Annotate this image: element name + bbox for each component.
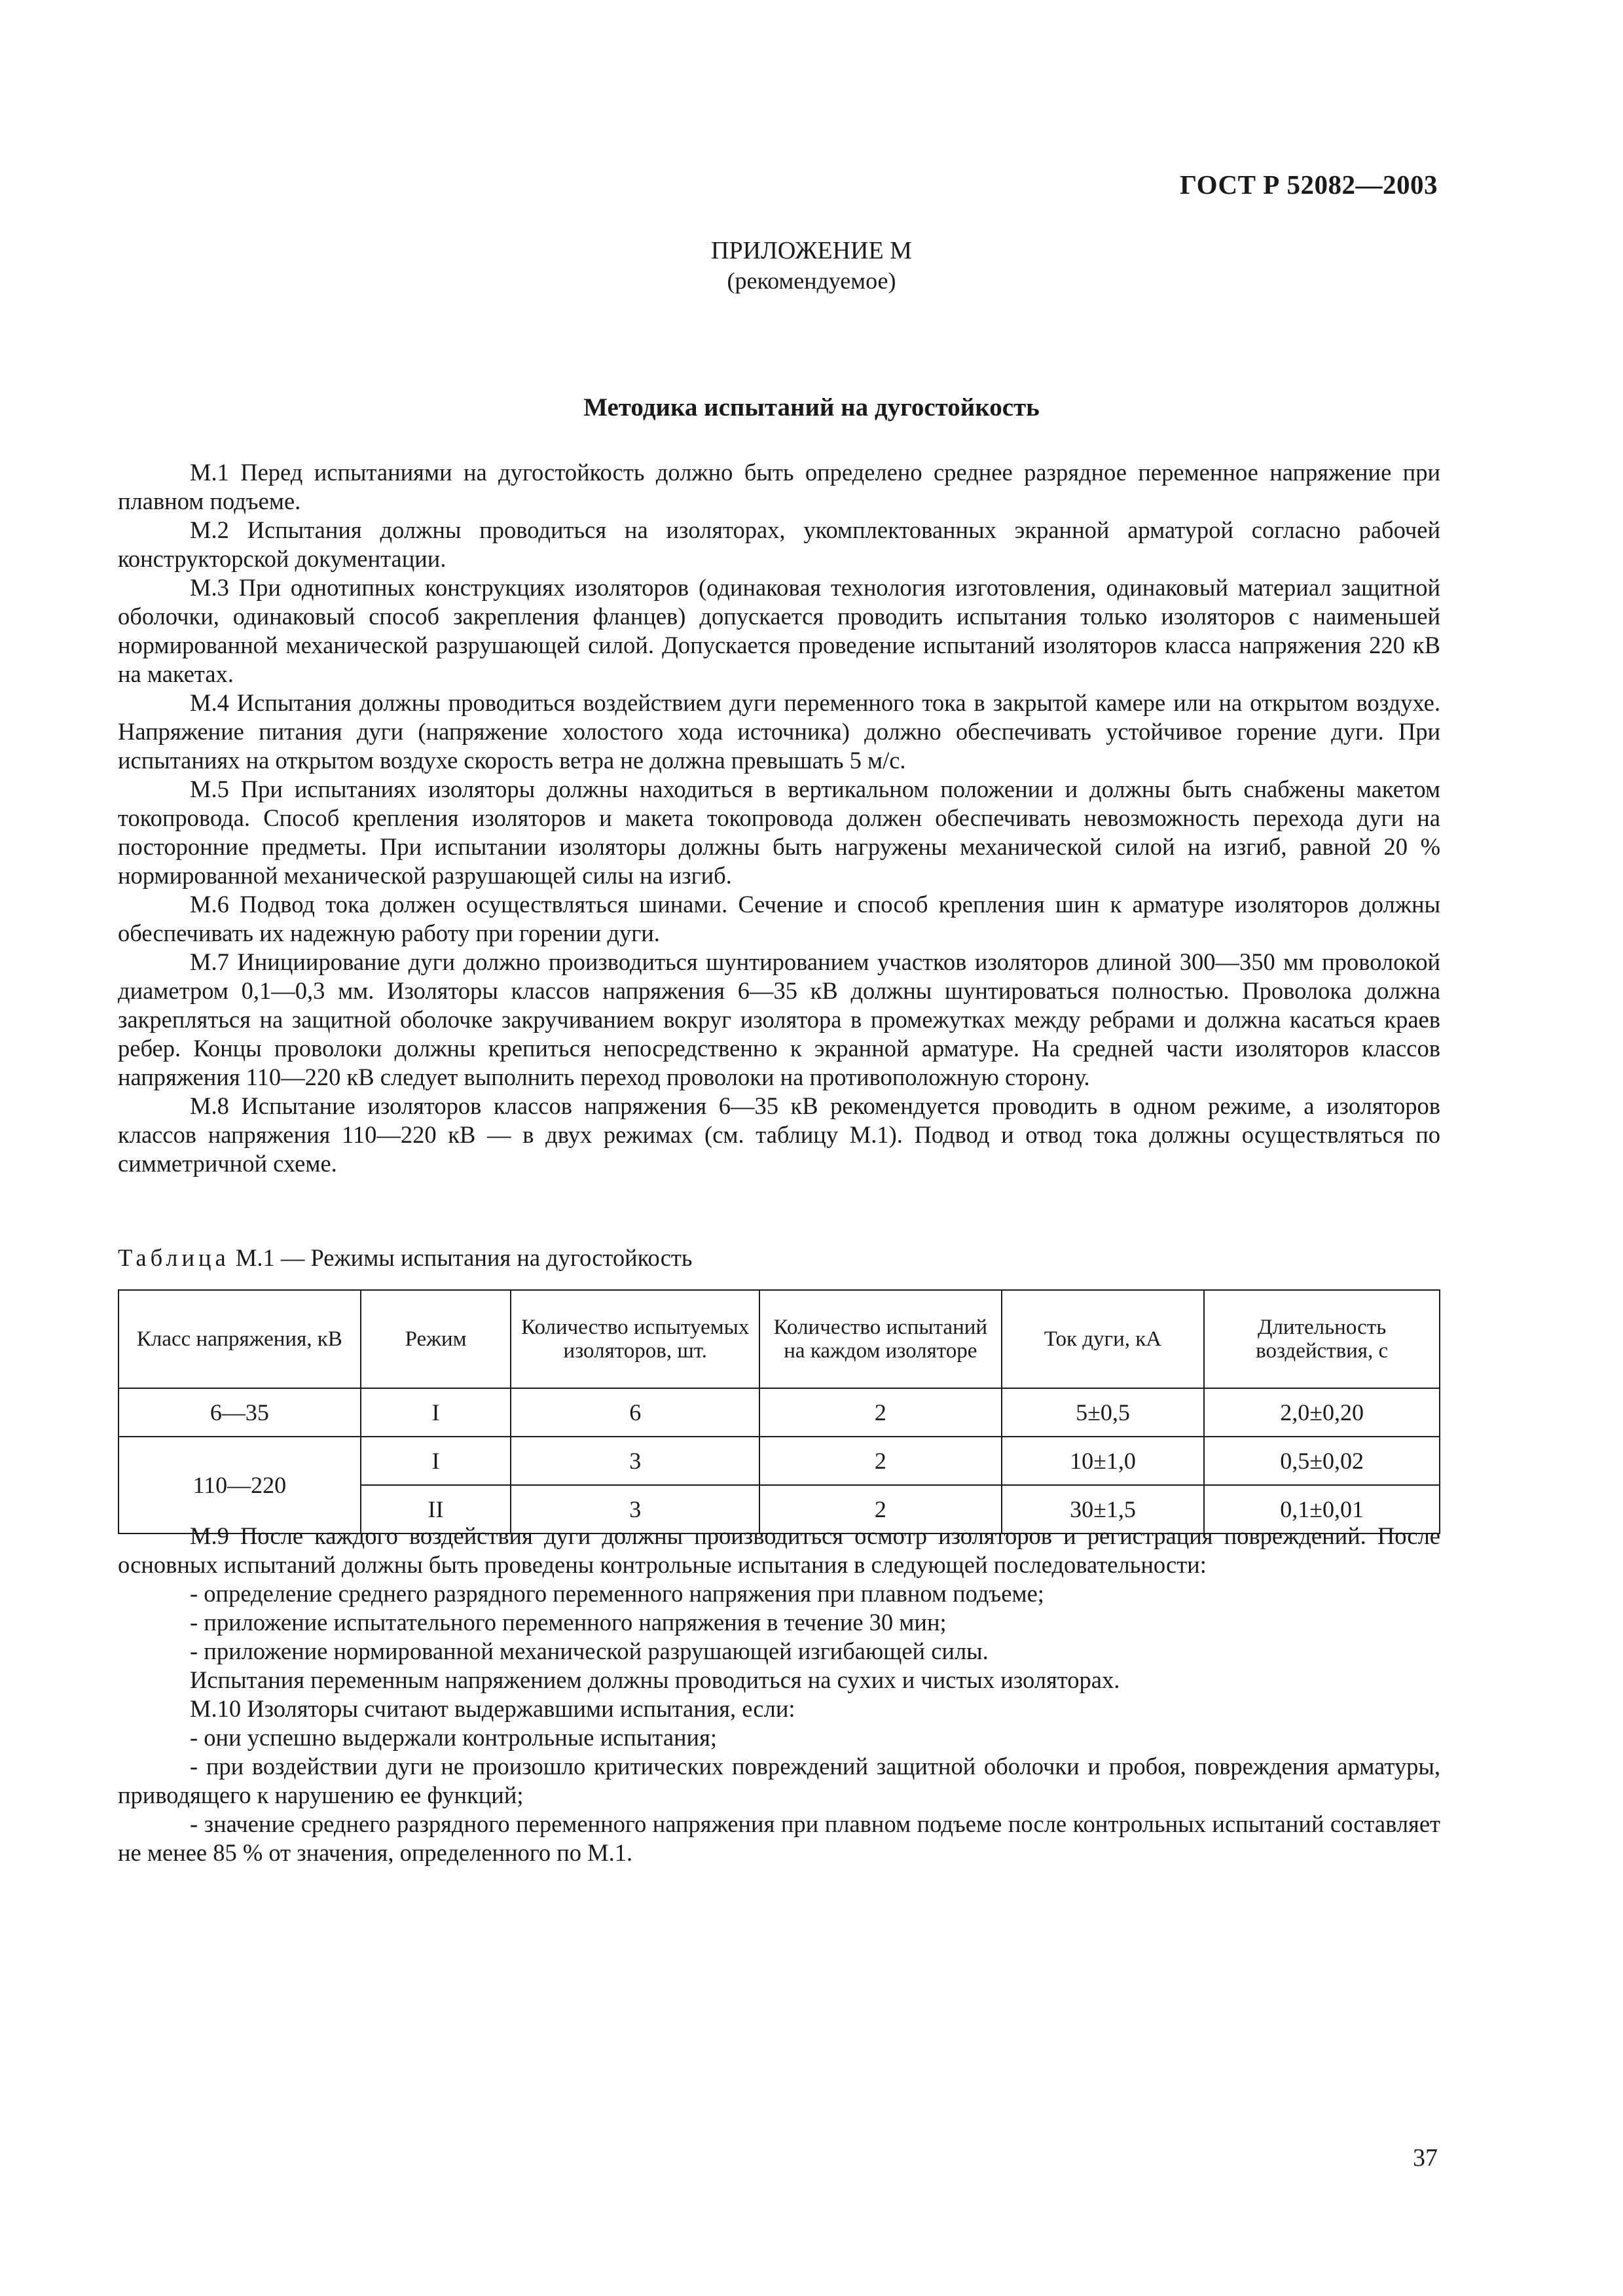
cell-duration: 0,5±0,02 [1204,1437,1440,1485]
cell-mode: I [361,1388,511,1437]
cell-duration: 0,1±0,01 [1204,1485,1440,1534]
section-title: Методика испытаний на дугостойкость [583,393,1040,422]
table-caption [118,1244,693,1272]
header-insulator-count: Количество испытуемых изоляторов, шт. [511,1290,759,1388]
list-item: - значение среднего разрядного переменного напряжения при плавном подъеме после контрольных испытаний составляет не менее 85 % от значения, определенного по М.1. [118,1810,1440,1866]
list-item: - определение среднего разрядного переменного напряжения при плавном подъеме; [190,1580,1044,1607]
appendix-label: ПРИЛОЖЕНИЕ М [711,237,912,264]
list-item: - приложение нормированной механической разрушающей изгибающей силы. [190,1638,989,1664]
table-caption-prefix: Таблица [118,1244,230,1271]
test-modes-table [118,1289,1440,1534]
table-row [119,1388,1440,1437]
appendix-status: (рекомендуемое) [727,268,896,294]
header-arc-current: Ток дуги, кА [1002,1290,1205,1388]
paragraph-m2: М.2 Испытания должны проводиться на изоляторах, укомплектованных экранной арматурой согласно рабочей конструкторской документации. [118,516,1440,572]
paragraph-m9: М.9 После каждого воздействия дуги должны производиться осмотр изоляторов и регистрация повреждений. После основных испытаний должны быть проведены контрольные испытания в следующей последовательности: [118,1522,1440,1578]
paragraph-m5: М.5 При испытаниях изоляторы должны находиться в вертикальном положении и должны быть снабжены макетом токопровода. Способ крепления изоляторов и макета токопровода должен обеспечивать невозможность перехода дуги на посторонние предметы. При испытании изоляторы должны быть нагружены механической силой на изгиб, равной 20 % нормированной механической разрушающей силы на изгиб. [118,776,1440,889]
table-header-row [119,1290,1440,1388]
paragraph-m7: М.7 Инициирование дуги должно производиться шунтированием участков изоляторов длиной 300—350 мм проволокой диаметром 0,1—0,3 мм. Изоляторы классов напряжения 6—35 кВ должны шунтироваться полностью. Проволока должна закрепляться на защитной оболочке закручиванием вокруг изолятора в промежутках между ребрами и должна касаться краев ребер. Концы проволоки должны крепиться непосредственно к экранной арматуре. На средней части изоляторов классов напряжения 110—220 кВ следует выполнить переход проволоки на противоположную сторону. [118,948,1440,1090]
cell-tests-per-insulator: 2 [759,1388,1002,1437]
paragraph-m4: М.4 Испытания должны проводиться воздействием дуги переменного тока в закрытой камере или на открытом воздухе. Напряжение питания дуги (напряжение холостого хода источника) должно обеспечивать устойчивое горение дуги. При испытаниях на открытом воздухе скорость ветра не должна превышать 5 м/с. [118,689,1440,774]
body-text-continued [118,1522,1440,1867]
cell-arc-current: 10±1,0 [1002,1437,1205,1485]
paragraph-m3: М.3 При однотипных конструкциях изоляторов (одинаковая технология изготовления, одинаковый материал защитной оболочки, одинаковый способ закрепления фланцев) допускается проводить испытания только изоляторов с наименьшей нормированной механической разрушающей силой. Допускается проведение испытаний изоляторов класса напряжения 220 кВ на макетах. [118,574,1440,687]
page-number: 37 [1413,2144,1438,2172]
header-mode: Режим [361,1290,511,1388]
cell-arc-current: 5±0,5 [1002,1388,1205,1437]
paragraph-m6: М.6 Подвод тока должен осуществляться шинами. Сечение и способ крепления шин к арматуре изоляторов должны обеспечивать их надежную работу при горении дуги. [118,891,1440,946]
appendix-heading [0,236,1623,296]
cell-tests-per-insulator: 2 [759,1485,1002,1534]
table-row [119,1437,1440,1485]
cell-duration: 2,0±0,20 [1204,1388,1440,1437]
cell-voltage-class: 6—35 [119,1388,361,1437]
list-item: - они успешно выдержали контрольные испытания; [190,1724,718,1751]
cell-tests-per-insulator: 2 [759,1437,1002,1485]
header-voltage-class: Класс напряжения, кВ [119,1290,361,1388]
cell-voltage-class: 110—220 [119,1437,361,1534]
document-code: ГОСТ Р 52082—2003 [1180,170,1438,200]
body-text [118,458,1440,1178]
list-item: - приложение испытательного переменного напряжения в течение 30 мин; [190,1609,947,1636]
cell-mode: I [361,1437,511,1485]
paragraph-m10: М.10 Изоляторы считают выдержавшими испытания, если: [190,1695,795,1722]
cell-insulator-count: 6 [511,1388,759,1437]
header-tests-per-insulator: Количество испытаний на каждом изоляторе [759,1290,1002,1388]
table-caption-text: М.1 — Режимы испытания на дугостойкость [229,1244,693,1271]
cell-arc-current: 30±1,5 [1002,1485,1205,1534]
cell-insulator-count: 3 [511,1485,759,1534]
cell-insulator-count: 3 [511,1437,759,1485]
paragraph-m1: М.1 Перед испытаниями на дугостойкость должно быть определено среднее разрядное переменное напряжение при плавном подъеме. [118,459,1440,514]
header-duration: Длительность воздействия, с [1204,1290,1440,1388]
list-item: - при воздействии дуги не произошло критических повреждений защитной оболочки и пробоя, повреждения арматуры, приводящего к нарушению ее функций; [118,1753,1440,1808]
cell-mode: II [361,1485,511,1534]
paragraph-dry-clean: Испытания переменным напряжением должны проводиться на сухих и чистых изоляторах. [190,1666,1120,1693]
paragraph-m8: М.8 Испытание изоляторов классов напряжения 6—35 кВ рекомендуется проводить в одном режиме, а изоляторов классов напряжения 110—220 кВ — в двух режимах (см. таблицу М.1). Подвод и отвод тока должны осуществляться по симметричной схеме. [118,1092,1440,1177]
